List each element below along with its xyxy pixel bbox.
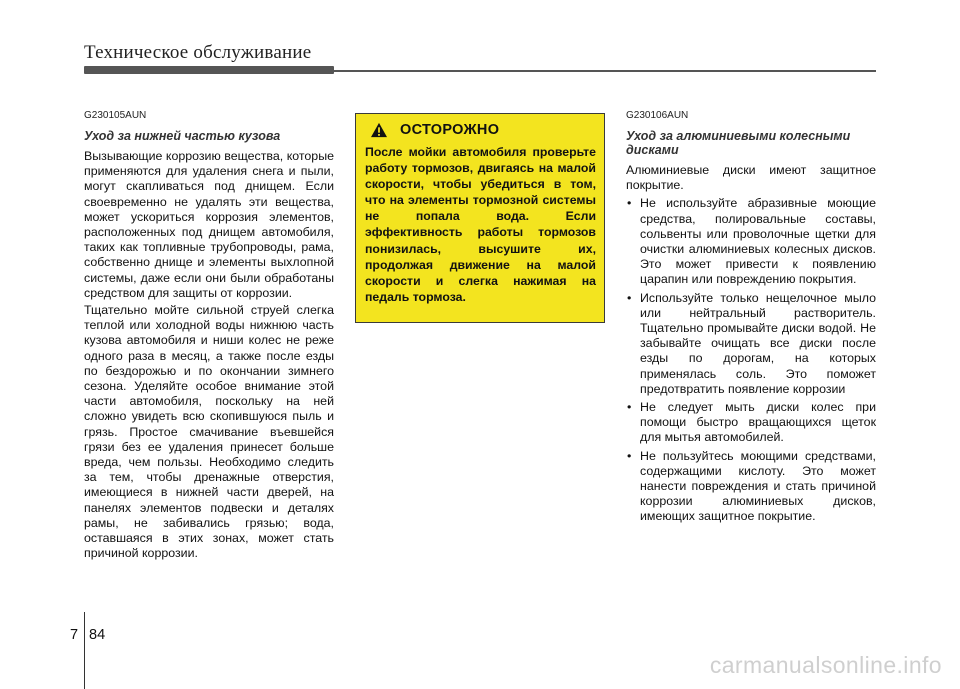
section-code: G230106AUN [626,110,689,121]
list-item [626,196,876,287]
list-item [626,449,876,525]
page-number-divider [84,612,85,689]
bullet-list [626,196,876,524]
caution-header [370,122,596,138]
left-column [84,110,334,561]
header-accent-bar [84,66,334,74]
bullet-marker: • [627,290,632,305]
list-item [626,400,876,446]
section-heading: Уход за алюминиевыми колесными дисками [626,129,851,157]
paragraph: Вызывающие коррозию вещества, которые применяются для удаления снега и пыли, могут скапливаться под днищем. Если своевременно не удалять эти вещества, может ускориться коррозия элементов, расположенных под днищем автомобиля, таких как топливные трубопроводы, рама, собственно днище и элементы выхлопной системы, даже если они были обработаны средством для защиты от коррозии. [84,149,334,300]
list-item-text: Не пользуйтесь моющими средствами, содержащими кислоту. Это может нанести повреждения и стать причиной коррозии алюминиевых дисков, имеющих защитное покрытие. [640,448,876,524]
right-column [626,110,876,528]
caution-text: После мойки автомобиля проверьте работу тормозов, двигаясь на малой скорости, чтобы убедиться в том, что на элементы тормозной системы не попала вода. Если эффективность работы тормозов понизилась, высушите их, продолжая движение на малой скорости и слегка нажимая на педаль тормоза. [365,145,596,304]
warning-triangle-icon [370,122,388,138]
page-number: 84 [89,627,106,643]
paragraph: Тщательно мойте сильной струей слегка теплой или холодной воды нижнюю часть кузова автомобиля и ниши колес не реже одного раза в месяц, а также после езды по бездорожью и по окончании зимнего сезона. Уделяйте особое внимание этой части автомобиля, поскольку на ней сложно увидеть всю скопившуюся пыль и грязь. Простое смачивание въевшейся грязи без ее удаления принесет больше вреда, чем пользы. Необходимо следить за тем, чтобы дренажные отверстия, имеющиеся в нижней части дверей, на панелях элементов подвески и деталях рамы, не забивались грязью; вода, оставшаяся в этих зонах, может стать причиной коррозии. [84,303,334,561]
list-item [626,291,876,397]
bullet-marker: • [627,448,632,463]
paragraph: Алюминиевые диски имеют защитное покрытие. [626,163,876,193]
caution-title: ОСТОРОЖНО [400,122,500,138]
caution-box [355,113,605,323]
section-code: G230105AUN [84,110,147,121]
section-heading: Уход за нижней частью кузова [84,129,281,143]
chapter-number: 7 [70,627,79,643]
list-item-text: Не используйте абразивные моющие средства, полировальные составы, сольвенты или проволочные щетки для очистки алюминиевых колесных дисков. Это может привести к появлению царапин или повреждению покрытия. [640,196,876,287]
watermark: carmanualsonline.info [709,652,942,678]
list-item-text: Используйте только нещелочное мыло или нейтральный растворитель. Тщательно промывайте диски водой. Не забывайте очищать все диски после езды по дорогам, на которых применялась соль. Это поможет предотвратить появление коррозии [640,290,876,396]
page-header-title: Техническое обслуживание [84,42,312,63]
bullet-marker: • [627,400,632,415]
list-item-text: Не следует мыть диски колес при помощи быстро вращающихся щеток для мытья автомобилей. [640,400,876,445]
bullet-marker: • [627,196,632,211]
